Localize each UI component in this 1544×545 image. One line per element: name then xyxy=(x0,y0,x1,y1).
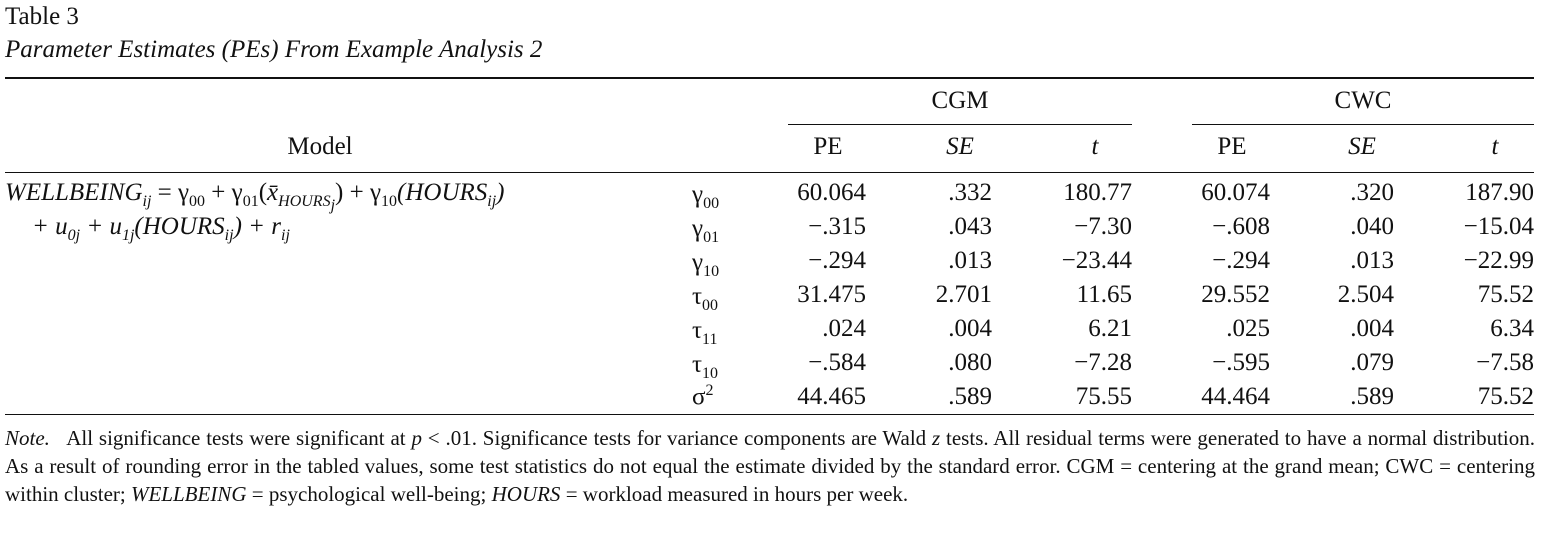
parameter-symbol: $\tau_{11}$ xyxy=(692,317,718,348)
table-title: Parameter Estimates (PEs) From Example Analysis 2 xyxy=(5,36,543,63)
header-rule xyxy=(5,172,1534,173)
value-cgm-t: 75.55 xyxy=(1075,383,1132,410)
value-cgm-se: .332 xyxy=(948,179,992,206)
model-equation-line-2: + $u_{0j}$ + $u_{1j}(HOURS_{ij}) + r_{ij}$ xyxy=(32,213,290,244)
value-cgm-t: 180.77 xyxy=(1063,179,1132,206)
parameter-symbol: $\gamma_{10}$ xyxy=(692,249,720,280)
col-header-cwc-pe: PE xyxy=(1217,133,1247,160)
value-cgm-se: .013 xyxy=(948,247,992,274)
value-cgm-pe: 44.465 xyxy=(797,383,866,410)
table-number: Table 3 xyxy=(5,3,79,30)
table-note: Note. All significance tests were significant at p < .01. Significance tests for variance components are Wald z tests. All residual terms were generated to have a normal distribution. As a result of rounding error in the tabled values, some test statistics do not equal the estimate divided by the standard error. CGM = centering at the grand mean; CWC = centering within cluster; WELLBEING = psychological well-being; HOURS = workload measured in hours per week. xyxy=(5,426,1535,506)
value-cgm-se: .004 xyxy=(948,315,992,342)
value-cwc-pe: −.608 xyxy=(1212,213,1270,240)
value-cgm-t: −7.30 xyxy=(1074,213,1132,240)
col-header-cgm-t: t xyxy=(1091,133,1099,160)
parameter-symbol: $\gamma_{01}$ xyxy=(692,215,720,246)
value-cwc-se: .013 xyxy=(1350,247,1394,274)
value-cgm-t: 11.65 xyxy=(1076,281,1132,308)
cwc-group-rule xyxy=(1192,124,1534,125)
value-cwc-se: .040 xyxy=(1350,213,1394,240)
value-cwc-se: .004 xyxy=(1350,315,1394,342)
value-cwc-t: 75.52 xyxy=(1477,383,1534,410)
value-cgm-pe: 60.064 xyxy=(797,179,866,206)
value-cwc-pe: 60.074 xyxy=(1201,179,1270,206)
parameter-symbol: $\sigma^2$ xyxy=(692,382,714,411)
model-equation-line-1: $WELLBEING_{ij} = \gamma_{00}$ + $\gamma_{01}(x̄_{HOURS_j})$ + $\gamma_{10}(HOURS_{ij})$ xyxy=(5,179,505,215)
value-cgm-t: 6.21 xyxy=(1088,315,1132,342)
value-cgm-se: .080 xyxy=(948,349,992,376)
value-cwc-t: −15.04 xyxy=(1463,213,1534,240)
value-cwc-se: .320 xyxy=(1350,179,1394,206)
value-cwc-pe: .025 xyxy=(1226,315,1270,342)
top-rule xyxy=(5,77,1534,79)
value-cwc-pe: 44.464 xyxy=(1201,383,1270,410)
value-cwc-se: .589 xyxy=(1350,383,1394,410)
value-cgm-pe: −.315 xyxy=(808,213,866,240)
group-header-cgm: CGM xyxy=(931,87,989,114)
note-label: Note. xyxy=(5,426,50,450)
value-cgm-t: −23.44 xyxy=(1061,247,1132,274)
value-cgm-t: −7.28 xyxy=(1074,349,1132,376)
stub-header: Model xyxy=(287,133,353,160)
group-header-cwc: CWC xyxy=(1334,87,1392,114)
value-cwc-pe: 29.552 xyxy=(1201,281,1270,308)
value-cwc-se: .079 xyxy=(1350,349,1394,376)
parameter-symbol: $\tau_{00}$ xyxy=(692,283,719,314)
bottom-rule xyxy=(5,414,1534,415)
col-header-cgm-se: SE xyxy=(946,133,974,160)
parameter-symbol: $\gamma_{00}$ xyxy=(692,181,720,212)
value-cwc-pe: −.294 xyxy=(1212,247,1270,274)
value-cwc-pe: −.595 xyxy=(1212,349,1270,376)
value-cwc-se: 2.504 xyxy=(1337,281,1394,308)
value-cwc-t: −7.58 xyxy=(1476,349,1534,376)
value-cgm-se: 2.701 xyxy=(935,281,992,308)
cgm-group-rule xyxy=(788,124,1132,125)
value-cgm-se: .043 xyxy=(948,213,992,240)
wellbeing-term: WELLBEING xyxy=(5,179,143,206)
col-header-cwc-se: SE xyxy=(1348,133,1376,160)
value-cgm-se: .589 xyxy=(948,383,992,410)
value-cgm-pe: −.294 xyxy=(808,247,866,274)
value-cgm-pe: .024 xyxy=(822,315,866,342)
value-cwc-t: 187.90 xyxy=(1465,179,1534,206)
col-header-cgm-pe: PE xyxy=(813,133,843,160)
value-cgm-pe: −.584 xyxy=(808,349,866,376)
value-cwc-t: −22.99 xyxy=(1463,247,1534,274)
value-cwc-t: 75.52 xyxy=(1477,281,1534,308)
parameter-symbol: $\tau_{10}$ xyxy=(692,351,719,382)
value-cgm-pe: 31.475 xyxy=(797,281,866,308)
value-cwc-t: 6.34 xyxy=(1490,315,1534,342)
col-header-cwc-t: t xyxy=(1491,133,1499,160)
